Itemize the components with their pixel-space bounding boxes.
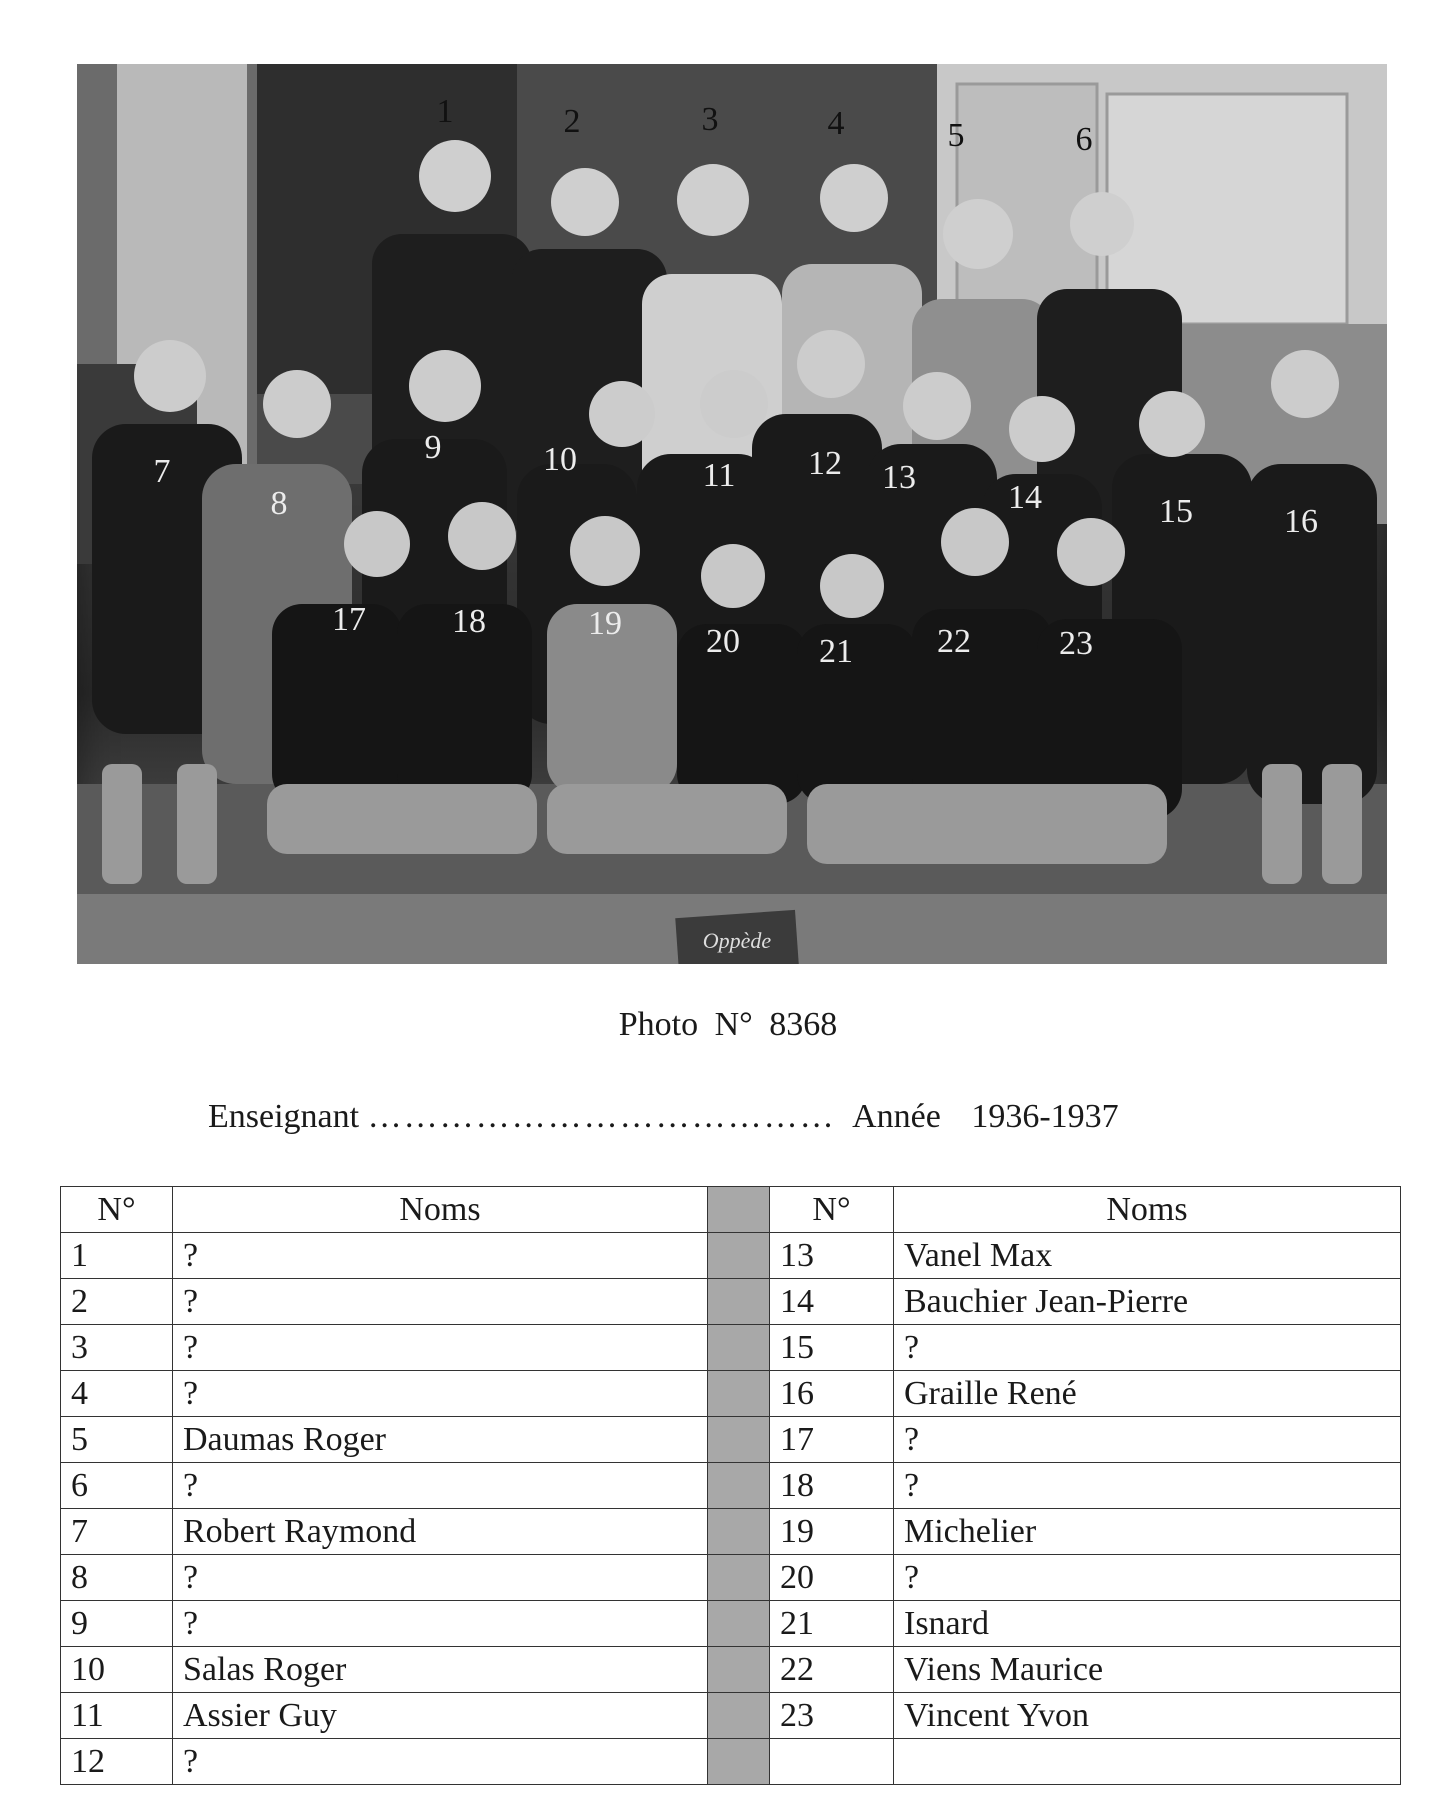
left-num: 11 [61, 1693, 173, 1739]
column-separator [708, 1463, 770, 1509]
column-separator [708, 1601, 770, 1647]
photo-number-19: 19 [588, 605, 622, 642]
photo-number-4: 4 [827, 105, 845, 142]
right-num: 15 [770, 1325, 894, 1371]
left-num: 3 [61, 1325, 173, 1371]
photo-number-16: 16 [1284, 503, 1318, 540]
table-row [61, 1647, 1401, 1693]
column-separator [708, 1325, 770, 1371]
photo-number-15: 15 [1159, 493, 1193, 530]
right-name: Viens Maurice [894, 1647, 1401, 1693]
right-num [770, 1739, 894, 1785]
teacher-dots: ………………………………… [367, 1098, 836, 1135]
table-row [61, 1325, 1401, 1371]
right-name: ? [894, 1463, 1401, 1509]
left-name: ? [173, 1325, 708, 1371]
left-num: 7 [61, 1509, 173, 1555]
left-name: Daumas Roger [173, 1417, 708, 1463]
year-value: 1936-1937 [971, 1098, 1119, 1135]
column-separator [708, 1555, 770, 1601]
column-separator [708, 1693, 770, 1739]
column-separator [708, 1187, 770, 1233]
left-name: ? [173, 1463, 708, 1509]
teacher-label: Enseignant [208, 1098, 360, 1135]
right-num: 23 [770, 1693, 894, 1739]
table-row [61, 1233, 1401, 1279]
right-name: Michelier [894, 1509, 1401, 1555]
column-separator [708, 1371, 770, 1417]
photo-number-11: 11 [702, 457, 736, 494]
year-label: Année [852, 1098, 941, 1135]
left-name: ? [173, 1739, 708, 1785]
left-num: 4 [61, 1371, 173, 1417]
photo-number-17: 17 [332, 601, 366, 638]
right-name [894, 1739, 1401, 1785]
header-name-right: Noms [894, 1187, 1401, 1233]
photo-number-18: 18 [452, 603, 486, 640]
left-num: 6 [61, 1463, 173, 1509]
column-separator [708, 1739, 770, 1785]
photo-number-10: 10 [543, 441, 577, 478]
photo-number-20: 20 [706, 623, 740, 660]
column-separator [708, 1233, 770, 1279]
right-name: ? [894, 1555, 1401, 1601]
column-separator [708, 1417, 770, 1463]
left-name: Salas Roger [173, 1647, 708, 1693]
left-num: 8 [61, 1555, 173, 1601]
left-num: 9 [61, 1601, 173, 1647]
left-name: Robert Raymond [173, 1509, 708, 1555]
right-num: 18 [770, 1463, 894, 1509]
right-num: 14 [770, 1279, 894, 1325]
photo-number-12: 12 [808, 445, 842, 482]
header-num-right: N° [770, 1187, 894, 1233]
left-name: ? [173, 1555, 708, 1601]
table-row [61, 1463, 1401, 1509]
names-table [60, 1186, 1401, 1785]
right-num: 17 [770, 1417, 894, 1463]
photo-number-8: 8 [270, 485, 288, 522]
right-name: Vanel Max [894, 1233, 1401, 1279]
left-name: ? [173, 1371, 708, 1417]
photo-number-13: 13 [882, 459, 916, 496]
table-row [61, 1417, 1401, 1463]
photo-number-7: 7 [153, 453, 171, 490]
left-num: 1 [61, 1233, 173, 1279]
right-name: Isnard [894, 1601, 1401, 1647]
right-name: Vincent Yvon [894, 1693, 1401, 1739]
left-name: ? [173, 1601, 708, 1647]
table-row [61, 1279, 1401, 1325]
left-num: 10 [61, 1647, 173, 1693]
slate-sign-text: Oppède [702, 928, 772, 953]
photo-number-3: 3 [701, 101, 719, 138]
table-row [61, 1601, 1401, 1647]
right-num: 13 [770, 1233, 894, 1279]
photo-number-9: 9 [424, 429, 442, 466]
table-row [61, 1555, 1401, 1601]
table-row [61, 1739, 1401, 1785]
left-num: 5 [61, 1417, 173, 1463]
column-separator [708, 1647, 770, 1693]
left-name: ? [173, 1233, 708, 1279]
left-num: 12 [61, 1739, 173, 1785]
teacher-year-line [208, 1098, 1119, 1136]
class-photo [77, 64, 1387, 964]
table-row [61, 1371, 1401, 1417]
table-header-row [61, 1187, 1401, 1233]
right-num: 16 [770, 1371, 894, 1417]
column-separator [708, 1279, 770, 1325]
table-row [61, 1693, 1401, 1739]
header-num-left: N° [61, 1187, 173, 1233]
right-name: Graille René [894, 1371, 1401, 1417]
photo-number-21: 21 [819, 633, 853, 670]
header-name-left: Noms [173, 1187, 708, 1233]
photo-number-2: 2 [563, 103, 581, 140]
left-name: ? [173, 1279, 708, 1325]
right-num: 22 [770, 1647, 894, 1693]
right-num: 19 [770, 1509, 894, 1555]
right-name: ? [894, 1325, 1401, 1371]
right-num: 21 [770, 1601, 894, 1647]
photo-caption: Photo N° 8368 [618, 1006, 838, 1043]
left-num: 2 [61, 1279, 173, 1325]
photo-number-23: 23 [1059, 625, 1093, 662]
left-name: Assier Guy [173, 1693, 708, 1739]
photo-number-14: 14 [1008, 479, 1042, 516]
right-name: ? [894, 1417, 1401, 1463]
photo-number-6: 6 [1075, 121, 1093, 158]
photo-number-1: 1 [436, 93, 454, 130]
column-separator [708, 1509, 770, 1555]
slate-sign [675, 910, 799, 964]
right-name: Bauchier Jean-Pierre [894, 1279, 1401, 1325]
photo-number-22: 22 [937, 623, 971, 660]
photo-number-5: 5 [947, 117, 965, 154]
table-row [61, 1509, 1401, 1555]
right-num: 20 [770, 1555, 894, 1601]
